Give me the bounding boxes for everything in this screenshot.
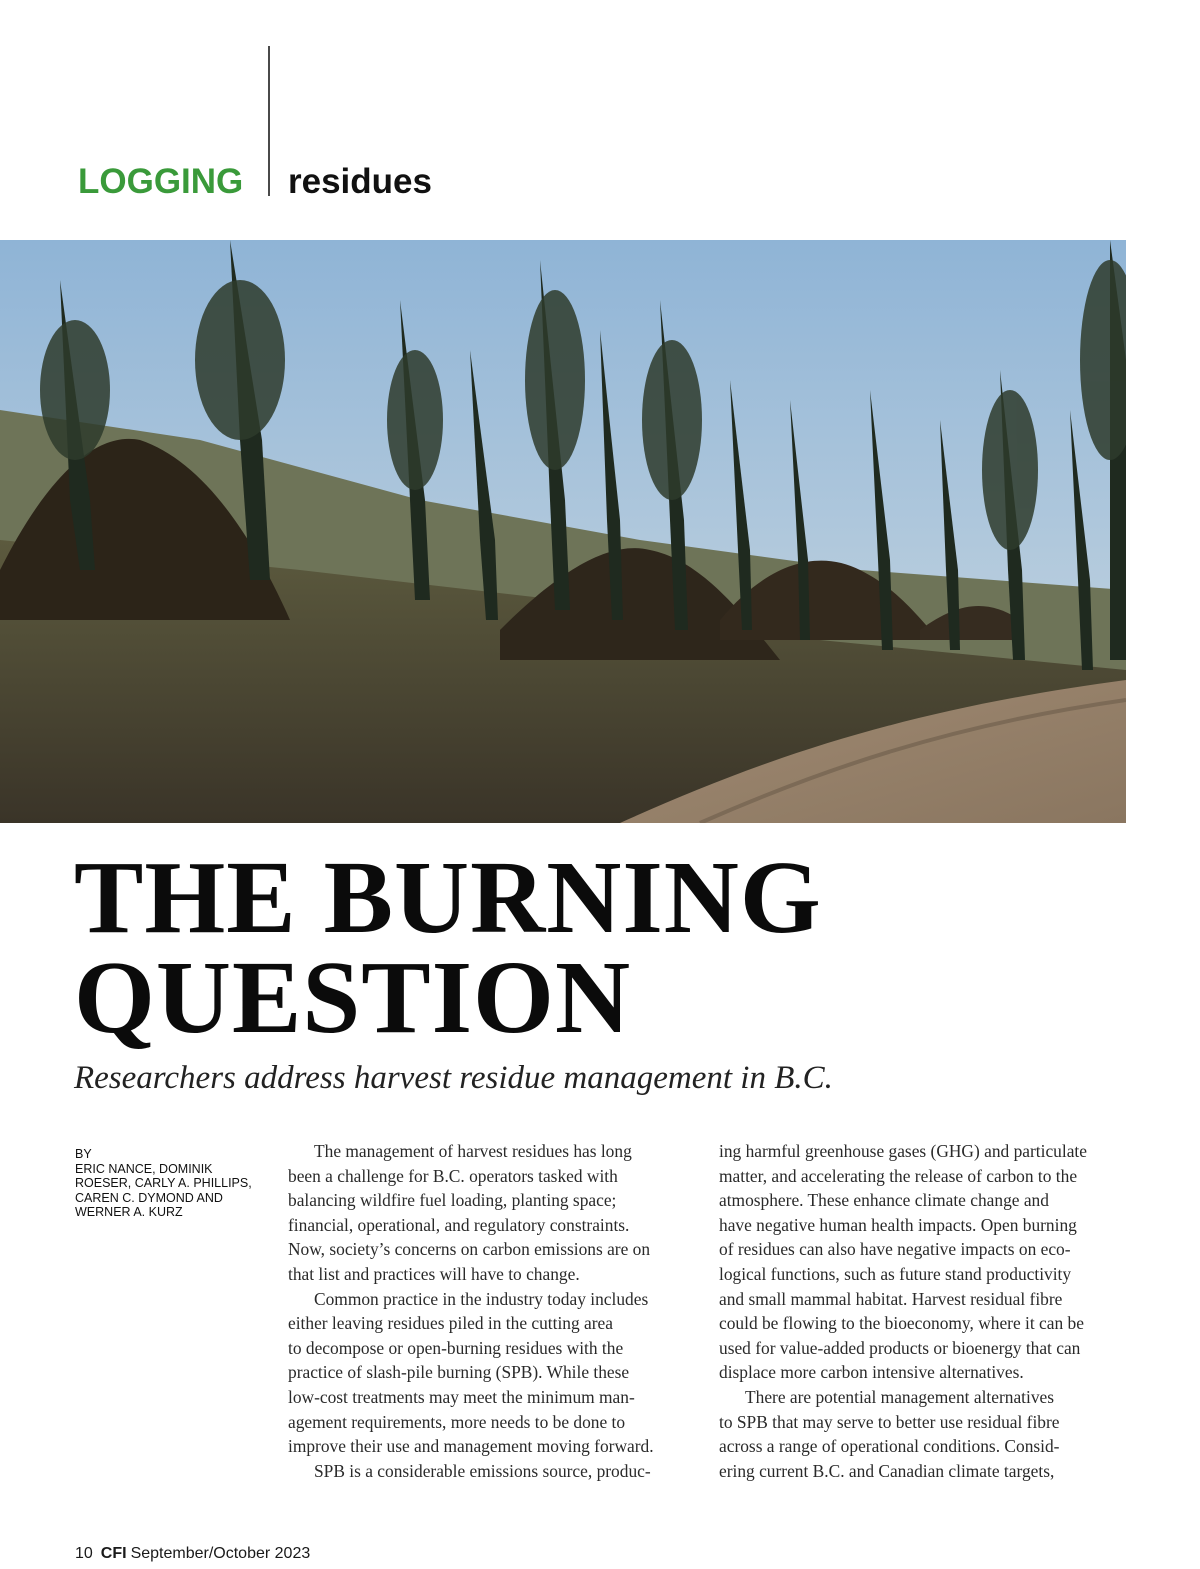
body-line: to decompose or open-burning residues with the (288, 1337, 624, 1358)
body-line: could be flowing to the bioeconomy, where it can be (719, 1313, 1084, 1334)
section-topic: residues (288, 162, 432, 201)
header-divider (268, 46, 270, 196)
body-line: that list and practices will have to change. (288, 1263, 580, 1284)
body-line: balancing wildfire fuel loading, planting space; (288, 1190, 617, 1211)
page-footer (75, 1545, 310, 1563)
issue-date: September/October 2023 (130, 1545, 311, 1562)
body-line: financial, operational, and regulatory constraints. (288, 1214, 630, 1235)
article-headline (74, 840, 822, 1055)
body-line: Now, society’s concerns on carbon emissions are on (288, 1239, 651, 1260)
body-line: ing harmful greenhouse gases (GHG) and particulate (719, 1141, 1087, 1161)
byline-line: CAREN C. DYMOND AND (75, 1190, 223, 1205)
publication-name: CFI (100, 1545, 127, 1562)
body-line: There are potential management alternatives (745, 1386, 1055, 1407)
body-line: and small mammal habitat. Harvest residual fibre (719, 1288, 1063, 1309)
body-line: SPB is a considerable emissions source, produc- (314, 1460, 651, 1481)
body-line: agement requirements, more needs to be done to (288, 1411, 626, 1432)
body-line: been a challenge for B.C. operators tasked with (288, 1165, 618, 1186)
body-line: matter, and accelerating the release of carbon to the (719, 1165, 1078, 1186)
body-line: The management of harvest residues has long (314, 1141, 632, 1161)
body-line: improve their use and management moving forward. (288, 1436, 654, 1457)
byline-line: BY (75, 1147, 92, 1161)
body-line: ering current B.C. and Canadian climate targets, (719, 1460, 1055, 1481)
body-line: Common practice in the industry today includes (314, 1288, 649, 1309)
headline-line-1: THE BURNING (74, 840, 822, 955)
body-line: have negative human health impacts. Open burning (719, 1214, 1077, 1235)
byline-line: ROESER, CARLY A. PHILLIPS, (75, 1176, 252, 1190)
byline-line: WERNER A. KURZ (75, 1205, 183, 1219)
body-line: across a range of operational conditions. Consid- (719, 1436, 1060, 1457)
body-line: low-cost treatments may meet the minimum man- (288, 1386, 635, 1407)
body-column-2 (719, 1139, 1133, 1483)
body-line: of residues can also have negative impacts on eco- (719, 1239, 1071, 1260)
body-line: practice of slash-pile burning (SPB). While these (288, 1362, 630, 1383)
body-line: either leaving residues piled in the cutting area (288, 1313, 613, 1334)
body-line: atmosphere. These enhance climate change and (719, 1190, 1049, 1211)
body-line: used for value-added products or bioenergy that can (719, 1337, 1081, 1358)
body-column-1 (288, 1139, 702, 1483)
page-number: 10 (75, 1545, 93, 1562)
article-deck: Researchers address harvest residue management in B.C. (74, 1060, 833, 1096)
hero-photo (0, 240, 1126, 823)
body-line: displace more carbon intensive alternatives. (719, 1362, 1024, 1383)
body-line: logical functions, such as future stand productivity (719, 1263, 1072, 1284)
forest-slash-pile-photo (0, 240, 1126, 823)
section-header (78, 160, 432, 204)
headline-line-2: QUESTION (74, 940, 632, 1055)
byline-line: ERIC NANCE, DOMINIK (75, 1161, 213, 1176)
section-kicker: LOGGING (78, 162, 244, 201)
byline (75, 1147, 265, 1220)
body-line: to SPB that may serve to better use residual fibre (719, 1411, 1060, 1432)
